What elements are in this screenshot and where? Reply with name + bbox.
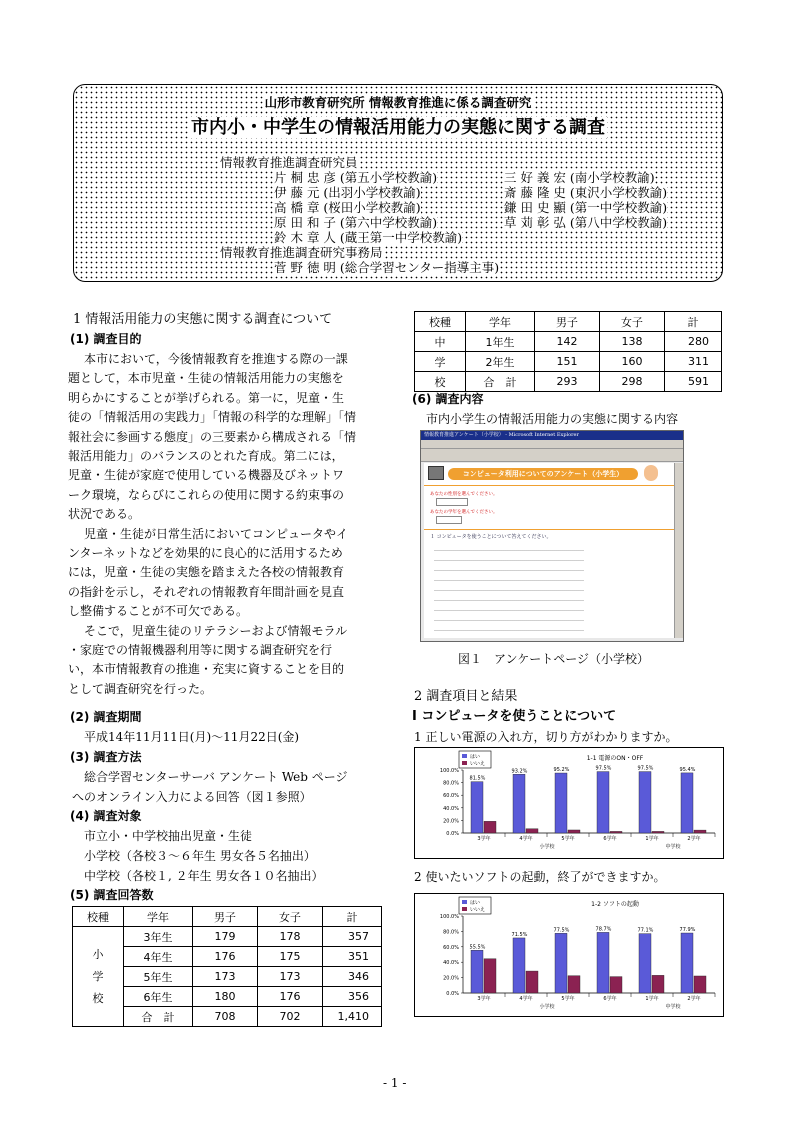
table-cell: 293	[535, 372, 600, 392]
body-line: ーク環境，ならびにこれらの使用に関する約束事の	[68, 487, 345, 502]
data-label: 97.5%	[637, 765, 654, 772]
y-tick-label: 80.0%	[443, 929, 459, 936]
member: 斎 藤 隆 史 (東沢小学校教諭)	[504, 185, 668, 200]
table-cell: 357	[323, 927, 382, 947]
table-cell: 280	[665, 332, 722, 352]
researchers-label: 情報教育推進調査研究員	[220, 155, 358, 170]
subsection-target: (4) 調査対象	[70, 809, 142, 823]
header-subtitle: 山形市教育研究所 情報教育推進に係る調査研究	[264, 95, 532, 110]
subsection-responses: (5) 調査回答数	[70, 888, 154, 902]
table-cell: 合 計	[124, 1007, 193, 1027]
y-tick-label: 40.0%	[443, 960, 459, 967]
bar	[513, 938, 525, 993]
member: 鈴 木 章 人 (蔵王第一中学校教諭)	[274, 230, 463, 245]
x-tick-label: 4学年	[519, 836, 533, 842]
bar	[639, 772, 651, 833]
divider	[424, 529, 674, 530]
bar	[555, 933, 567, 993]
table-cell: 5年生	[124, 967, 193, 987]
school-type-char: 学	[415, 352, 466, 372]
question-list	[434, 545, 584, 635]
y-tick-label: 20.0%	[443, 818, 459, 825]
question-1: 1 正しい電源の入れ方，切り方がわかりますか。	[414, 730, 678, 744]
chart-title: 1-2 ソフトの起動	[591, 901, 639, 908]
chart-power-onoff	[415, 748, 723, 858]
questionnaire-screenshot	[420, 430, 684, 642]
data-label: 55.5%	[469, 944, 486, 951]
data-label: 78.7%	[595, 926, 612, 933]
table-cell: 176	[193, 947, 258, 967]
table-cell: 346	[323, 967, 382, 987]
x-tick-label: 5学年	[561, 836, 575, 842]
y-tick-label: 100.0%	[439, 914, 459, 920]
bar	[484, 821, 496, 833]
body-line: そこで，児童生徒のリテラシーおよび情報モラル	[84, 623, 348, 638]
data-label: 95.4%	[679, 766, 696, 773]
x-group-label: 小学校	[539, 844, 555, 850]
table-cell: 179	[193, 927, 258, 947]
secretariat-label: 情報教育推進調査研究事務局	[220, 245, 383, 260]
x-tick-label: 2学年	[687, 996, 701, 1002]
page-content	[424, 463, 674, 638]
data-label: 93.2%	[511, 768, 528, 775]
questionnaire-banner: コンピュータ利用についてのアンケート（小学生）	[448, 468, 638, 480]
bar	[568, 830, 580, 833]
child-face-icon	[644, 465, 658, 481]
table-cell: 138	[600, 332, 665, 352]
table-cell: 173	[193, 967, 258, 987]
bar	[694, 976, 706, 993]
menu-bar	[421, 440, 683, 449]
subsection-purpose: (1) 調査目的	[70, 332, 142, 346]
bar	[471, 782, 483, 833]
data-label: 71.5%	[511, 931, 528, 938]
x-tick-label: 1学年	[645, 836, 659, 842]
data-label: 81.5%	[469, 775, 486, 782]
table-cell: 2年生	[466, 352, 535, 372]
y-tick-label: 40.0%	[443, 805, 459, 812]
body-line: 明らかにすることが挙げられる。第一に，児童・生	[68, 390, 345, 405]
body-line: 児童・生徒が日常生活においてコンピュータやイ	[84, 526, 349, 541]
figure-1-caption: 図１ アンケートページ（小学校）	[458, 652, 650, 666]
table-header: 学年	[124, 907, 193, 927]
table-cell: 298	[600, 372, 665, 392]
subsection-period: (2) 調査期間	[70, 710, 142, 724]
legend-label: はい	[470, 754, 481, 760]
y-tick-label: 0.0%	[446, 831, 459, 837]
y-tick-label: 80.0%	[443, 780, 459, 787]
target-body: 中学校（各校１, ２年生 男女各１０名抽出）	[84, 869, 324, 883]
legend-label: いいえ	[470, 907, 486, 913]
legend-swatch	[462, 900, 467, 904]
x-tick-label: 6学年	[603, 996, 617, 1002]
subsection-content: (6) 調査内容	[412, 392, 484, 406]
table-cell: 142	[535, 332, 600, 352]
bar	[484, 959, 496, 993]
x-tick-label: 3学年	[477, 836, 491, 842]
page-number: - 1 -	[383, 1076, 407, 1090]
table-header: 計	[665, 312, 722, 332]
data-label: 95.2%	[553, 767, 570, 774]
bar	[513, 774, 525, 833]
table-cell: 351	[323, 947, 382, 967]
x-tick-label: 1学年	[645, 996, 659, 1002]
bar	[681, 773, 693, 833]
x-tick-label: 2学年	[687, 836, 701, 842]
table-cell: 151	[535, 352, 600, 372]
bar	[652, 831, 664, 833]
grade-select[interactable]	[436, 516, 462, 524]
bar	[639, 934, 651, 993]
data-label: 77.9%	[679, 927, 696, 934]
table-cell: 176	[258, 987, 323, 1007]
table-header: 校種	[415, 312, 466, 332]
scrollbar[interactable]	[674, 463, 683, 638]
bar	[694, 830, 706, 833]
member: 伊 藤 元 (出羽小学校教諭)	[274, 185, 421, 200]
table-cell: 160	[600, 352, 665, 372]
gender-select[interactable]	[436, 498, 468, 506]
question-grade: あなたの学年を選んでください。	[430, 510, 498, 515]
header-box	[73, 84, 723, 282]
x-tick-label: 6学年	[603, 836, 617, 842]
x-group-label: 中学校	[665, 1004, 681, 1010]
toolbar	[421, 449, 683, 462]
member: 高 橋 章 (桜田小学校教諭)	[274, 200, 421, 215]
member: 鎌 田 史 顯 (第一中学校教諭)	[504, 200, 668, 215]
computer-icon	[428, 466, 444, 480]
junior-high-response-table	[414, 311, 722, 392]
period-body: 平成14年11月11日(月)〜11月22日(金)	[84, 730, 300, 744]
table-cell: 708	[193, 1007, 258, 1027]
chart-software-launch	[415, 894, 723, 1016]
bar	[526, 829, 538, 833]
window-titlebar: 情報教育推進アンケート（小学校） - Microsoft Internet Explorer	[421, 431, 683, 440]
secretariat-member: 菅 野 徳 明 (総合学習センター指導主事)	[274, 260, 500, 275]
data-label: 77.1%	[637, 927, 654, 934]
school-type-char: 校	[415, 372, 466, 392]
x-tick-label: 5学年	[561, 996, 575, 1002]
table-header: 女子	[600, 312, 665, 332]
body-line: として調査研究を行った。	[68, 681, 213, 696]
chart-2-container	[414, 893, 724, 1017]
bar	[610, 831, 622, 833]
divider	[424, 485, 674, 486]
table-cell: 356	[323, 987, 382, 1007]
table-header: 計	[323, 907, 382, 927]
legend-label: はい	[470, 900, 481, 906]
school-type-cell: 小 学 校	[73, 927, 124, 1027]
table-header: 校種	[73, 907, 124, 927]
table-cell: 合 計	[466, 372, 535, 392]
member: 草 苅 彰 弘 (第八中学校教諭)	[504, 215, 668, 230]
body-line: 本市において，今後情報教育を推進する際の一課	[84, 352, 348, 366]
x-tick-label: 4学年	[519, 996, 533, 1002]
member: 原 田 和 子 (第六中学校教諭)	[274, 215, 438, 230]
bar	[555, 773, 567, 833]
bar	[610, 977, 622, 993]
data-label: 97.5%	[595, 765, 612, 772]
legend-swatch	[462, 761, 467, 765]
body-line: し整備することが不可欠である。	[68, 604, 249, 619]
table-cell: 311	[665, 352, 722, 372]
table-cell: 1年生	[466, 332, 535, 352]
header-title: 市内小・中学生の情報活用能力の実態に関する調査	[191, 117, 605, 138]
bar	[526, 971, 538, 993]
bar	[597, 932, 609, 993]
body-line: 状況である。	[68, 507, 141, 522]
table-cell: 175	[258, 947, 323, 967]
chart-title: 1-1 電源のON・OFF	[586, 755, 644, 762]
question-2: 2 使いたいソフトの起動，終了ができますか。	[414, 870, 666, 884]
bar	[597, 772, 609, 833]
bar	[471, 950, 483, 993]
legend-swatch	[462, 907, 467, 911]
body-line: 児童・生徒が家庭で使用している機器及びネットワ	[68, 468, 345, 483]
bar	[681, 933, 693, 993]
y-tick-label: 60.0%	[443, 793, 459, 800]
body-line: 徒の「情報活用の実践力」「情報の科学的な理解」「情	[68, 410, 357, 425]
table-cell: 591	[665, 372, 722, 392]
data-label: 77.5%	[553, 927, 570, 934]
x-group-label: 小学校	[539, 1004, 555, 1010]
table-cell: 178	[258, 927, 323, 947]
elementary-response-table	[72, 906, 382, 1027]
table-cell: 3年生	[124, 927, 193, 947]
legend-label: いいえ	[470, 761, 486, 767]
body-line: 報社会に参画する態度」の三要素から構成される「情	[68, 429, 357, 444]
legend-swatch	[462, 754, 467, 758]
table-cell: 173	[258, 967, 323, 987]
content-body: 市内小学生の情報活用能力の実態に関する内容	[426, 412, 679, 426]
table-header: 女子	[258, 907, 323, 927]
table-header: 学年	[466, 312, 535, 332]
school-type-char: 中	[415, 332, 466, 352]
bar	[652, 975, 664, 993]
bar	[568, 976, 580, 993]
member: 片 桐 忠 彦 (第五小学校教諭)	[274, 170, 438, 185]
table-cell: 180	[193, 987, 258, 1007]
y-tick-label: 60.0%	[443, 944, 459, 951]
table-header: 男子	[193, 907, 258, 927]
table-cell: 1,410	[323, 1007, 382, 1027]
y-tick-label: 20.0%	[443, 975, 459, 982]
table-cell: 4年生	[124, 947, 193, 967]
body-line: には，児童・生徒の実態を踏まえた各校の情報教育	[68, 565, 345, 580]
section-I-heading: Ⅰ コンピュータを使うことについて	[412, 709, 617, 724]
method-body: へのオンライン入力による回答（図１参照）	[72, 790, 312, 804]
table-cell: 6年生	[124, 987, 193, 1007]
body-line: 題として，本市児童・生徒の情報活用能力の実態を	[68, 371, 344, 386]
target-body: 小学校（各校３〜６年生 男女各５名抽出）	[84, 849, 316, 863]
body-line: の指針を示し，それぞれの情報教育年間計画を見直	[68, 584, 345, 599]
x-group-label: 中学校	[665, 844, 681, 850]
question-gender: あなたの性別を選んでください。	[430, 492, 498, 497]
y-tick-label: 100.0%	[439, 768, 459, 774]
question-section-heading: １ コンピュータを使うことについて答えてください。	[430, 534, 552, 540]
x-tick-label: 3学年	[477, 996, 491, 1002]
body-line: ・家庭での情報機器利用等に関する調査研究を行	[68, 643, 333, 657]
chart-1-container	[414, 747, 724, 859]
section-1-heading: 1 情報活用能力の実態に関する調査について	[73, 312, 333, 327]
method-body: 総合学習センターサーバ アンケート Web ページ	[84, 770, 348, 784]
member: 三 好 義 宏 (南小学校教諭)	[504, 170, 655, 185]
target-body: 市立小・中学校抽出児童・生徒	[84, 829, 253, 843]
body-line: い，本市情報教育の推進・充実に資することを目的	[68, 662, 345, 677]
table-header: 男子	[535, 312, 600, 332]
subsection-method: (3) 調査方法	[70, 750, 142, 764]
body-line: 報活用能力」のバランスのとれた育成。第二には，	[68, 449, 344, 463]
table-cell: 702	[258, 1007, 323, 1027]
section-2-heading: 2 調査項目と結果	[414, 689, 518, 704]
y-tick-label: 0.0%	[446, 991, 459, 997]
body-line: ンターネットなどを効果的に良心的に活用するため	[68, 546, 343, 560]
